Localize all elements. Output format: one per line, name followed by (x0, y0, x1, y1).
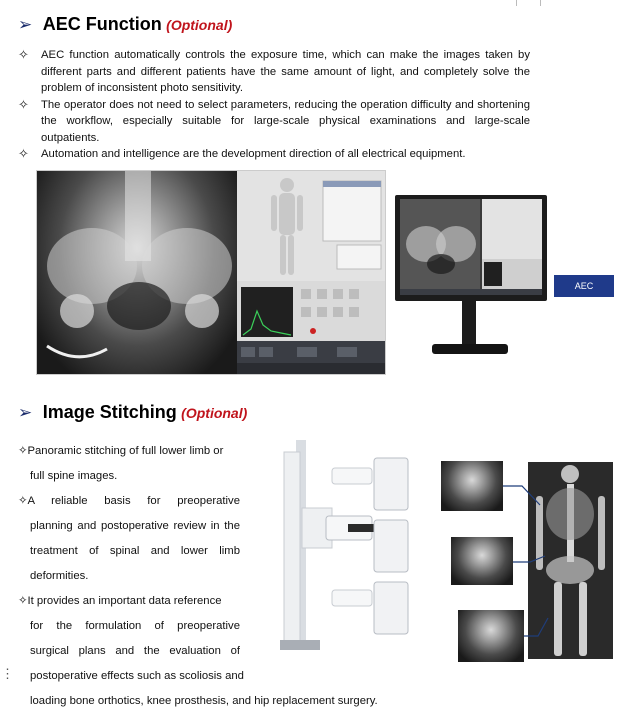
arrow-icon: ➢ (18, 403, 33, 422)
aec-bullet-text: Automation and intelligence are the development direction of all electrical equipment. (41, 148, 466, 160)
aec-bullet-list (18, 47, 530, 163)
corner-mark-right (540, 0, 541, 6)
list-item (18, 97, 530, 147)
pelvis-xray-image (37, 171, 237, 374)
aec-optional-label: (Optional) (166, 17, 233, 33)
drag-handle-icon[interactable]: ⋮ (1, 666, 14, 681)
stitch-xray-full-body (528, 462, 613, 659)
stitch-line: deformities. (30, 570, 89, 582)
stitch-xray-pelvis (451, 537, 513, 585)
aec-heading (18, 14, 232, 35)
stitch-title: Image Stitching (42, 402, 177, 422)
list-item (18, 146, 530, 163)
stitch-line: planning and postoperative review in the (30, 520, 240, 532)
aec-title: AEC Function (42, 14, 162, 34)
stitch-heading (18, 402, 247, 423)
aec-badge (554, 275, 614, 297)
aec-bullet-text: The operator does not need to select parameters, reducing the operation difficulty and shortening the workflow, especially suitable for large-scale physical examinations and large-scale outpatients. (41, 98, 530, 144)
monitor-illustration (394, 194, 548, 358)
aec-software-screenshot (36, 170, 386, 375)
list-item (18, 47, 530, 97)
diamond-bullet-icon: ✧ (18, 96, 29, 112)
stitch-xray-legs (458, 610, 524, 662)
toolbar-buttons (237, 341, 385, 374)
corner-mark-left (516, 0, 517, 6)
histogram-panel (237, 281, 385, 341)
stitch-line: treatment of spinal and lower limb (30, 545, 240, 557)
dr-machine-image (262, 440, 422, 655)
stitch-optional-label: (Optional) (181, 405, 248, 421)
stitch-line: ✧Panoramic stitching of full lower limb or (18, 445, 224, 457)
dr-machine-illustration (262, 440, 422, 655)
stitch-line: full spine images. (30, 470, 118, 482)
human-figure-icon (237, 171, 385, 281)
stitch-line: for the formulation of preoperative (30, 620, 240, 632)
stitch-xray-spine-top (441, 461, 503, 511)
stitch-line: surgical plans and the evaluation of (30, 645, 240, 657)
stitch-text-block (18, 439, 378, 714)
stitch-line: postoperative effects such as scoliosis and (30, 670, 244, 682)
arrow-icon: ➢ (18, 15, 33, 34)
stitch-line: loading bone orthotics, knee prosthesis, and hip replacement surgery. (30, 695, 378, 707)
monitor-image (394, 194, 548, 358)
pelvis-bone-shapes (37, 171, 237, 374)
body-model-panel (237, 171, 385, 281)
software-toolbar (237, 341, 385, 374)
stitch-line: ✧It provides an important data reference (18, 595, 222, 607)
full-body-skeleton (528, 462, 613, 659)
stitch-line: ✧A reliable basis for preoperative (18, 495, 240, 507)
histogram-graph (237, 281, 385, 341)
diamond-bullet-icon: ✧ (18, 47, 29, 62)
aec-badge-label: AEC (574, 281, 594, 291)
aec-bullet-text: AEC function automatically controls the exposure time, which can make the images taken by different parts and different patients have the same amount of light, and completely solve the problem of inconsistent photo sensitivity. (41, 49, 530, 94)
diamond-bullet-icon: ✧ (18, 146, 29, 161)
